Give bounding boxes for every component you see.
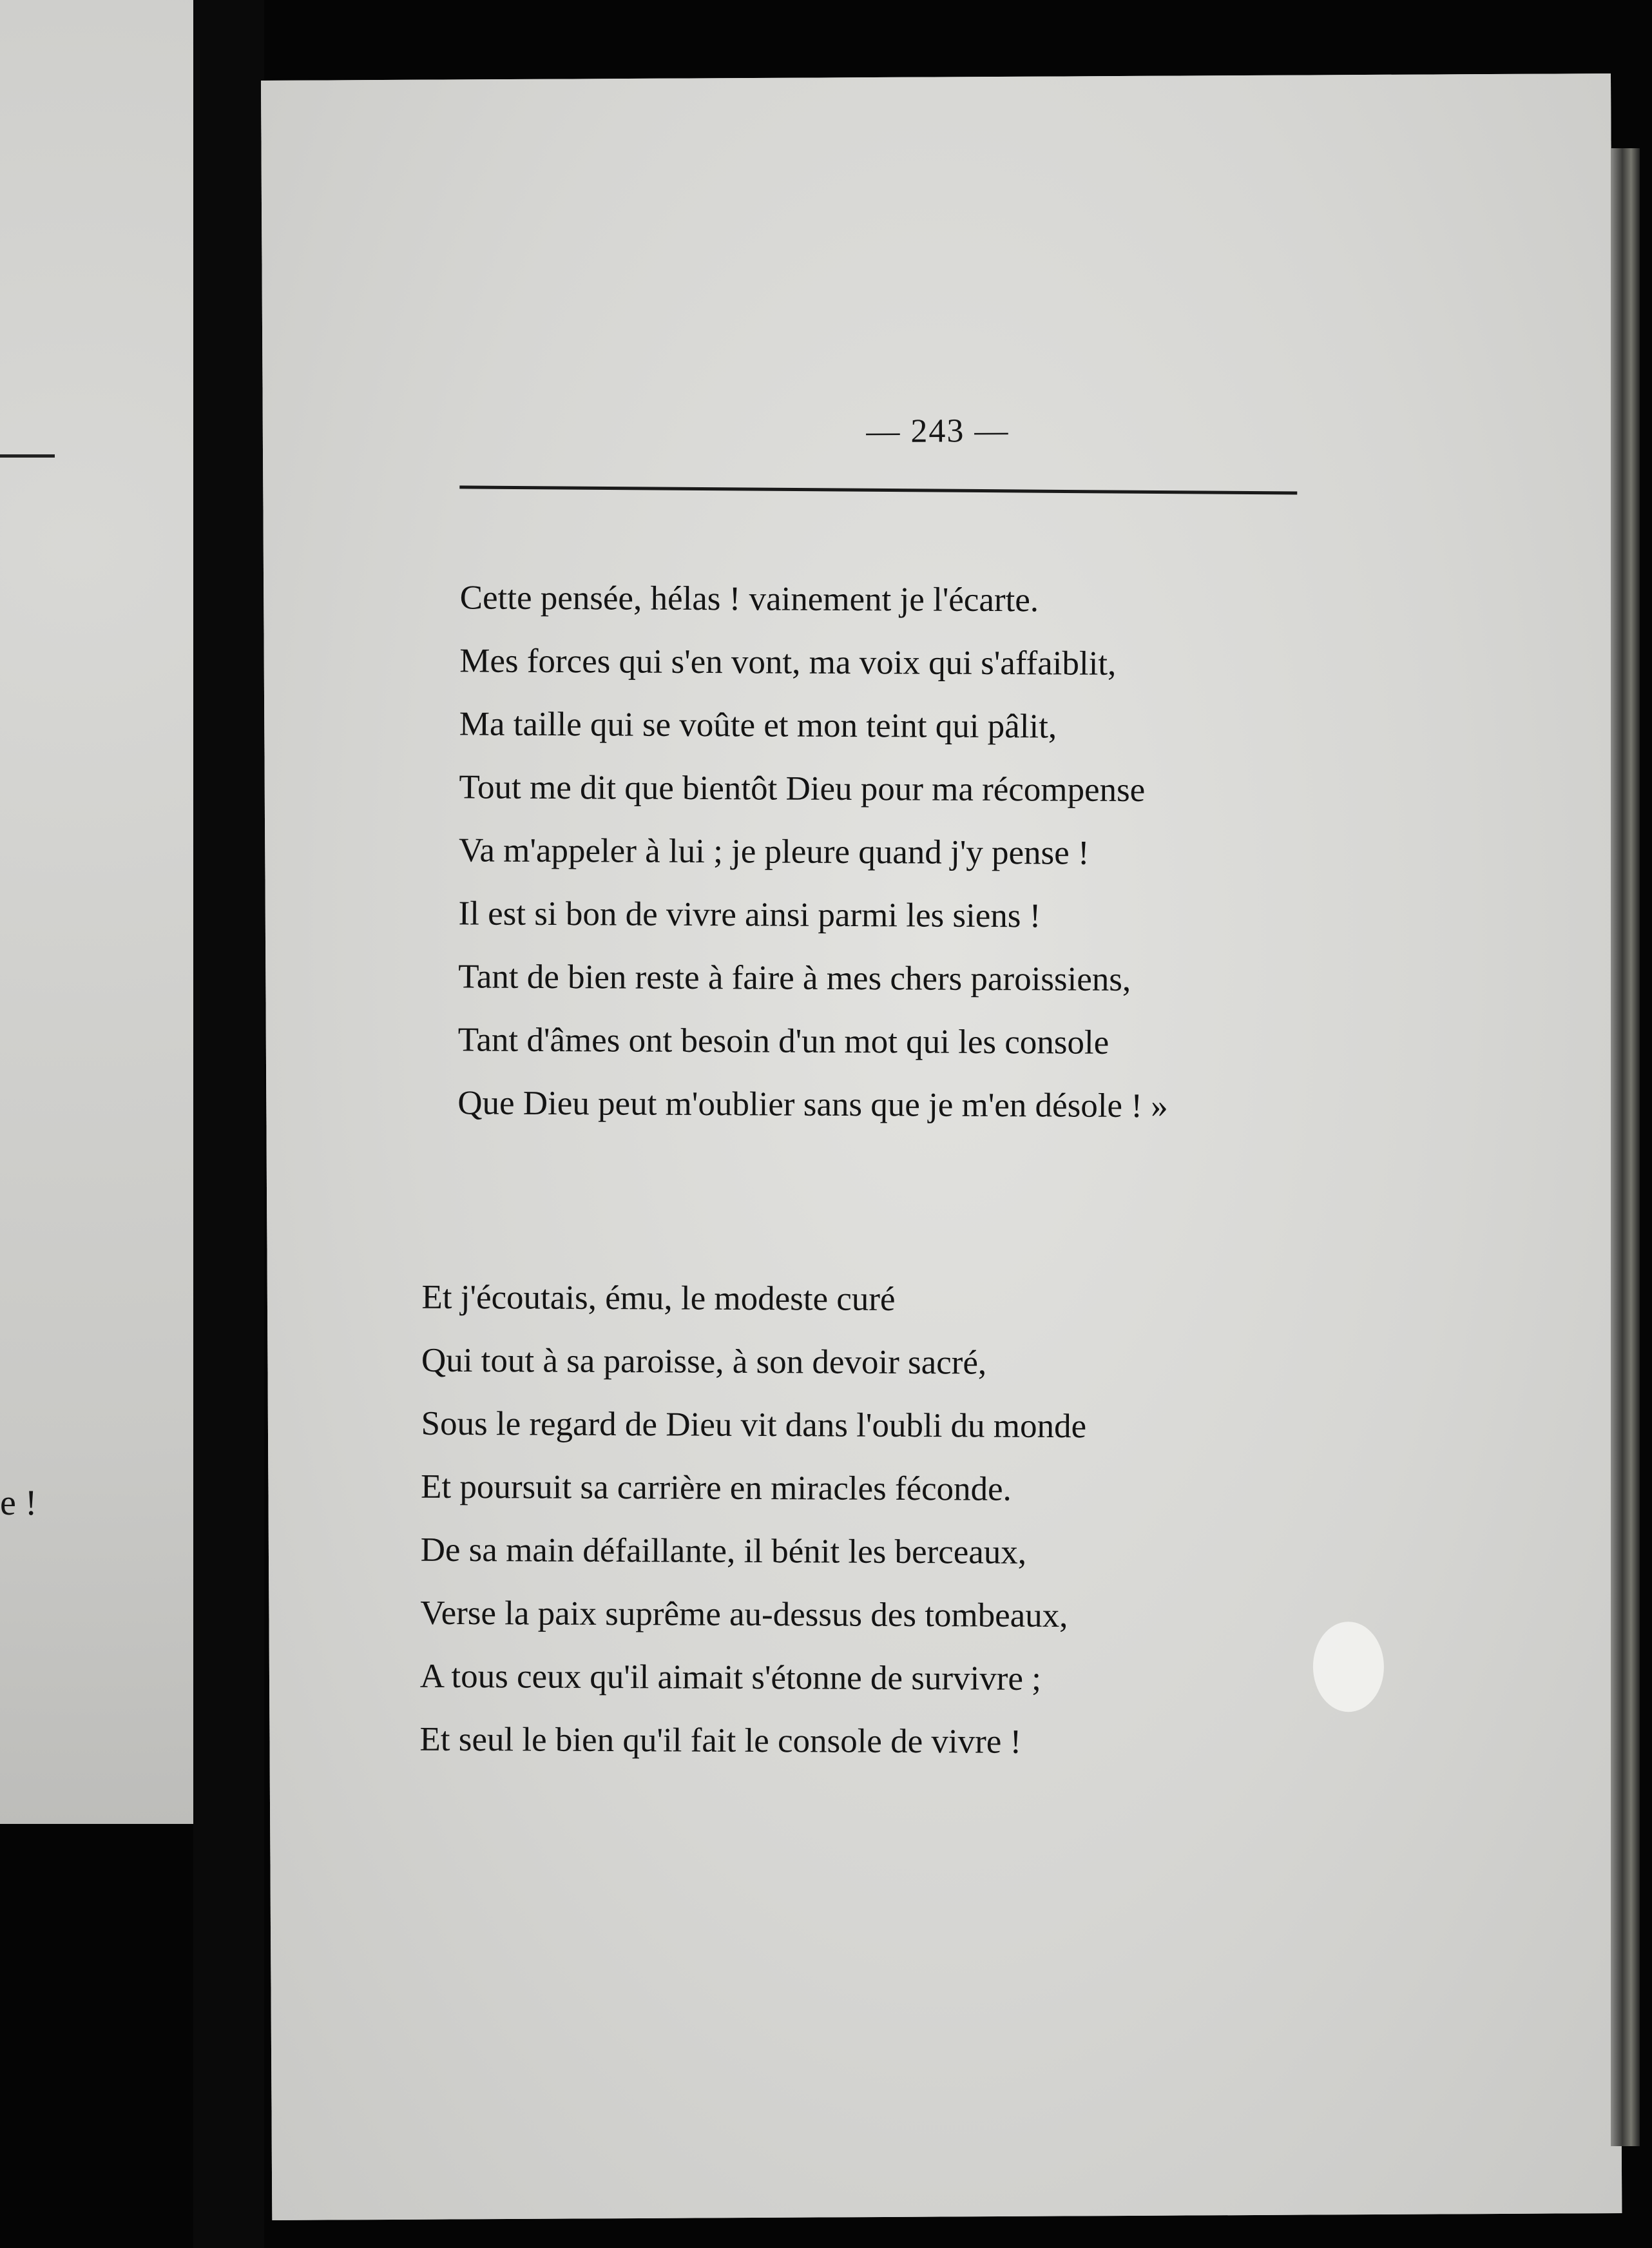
verse-line: Que Dieu peut m'oublier sans que je m'en désole ! » — [457, 1084, 1168, 1125]
page-number: — 243 — — [866, 412, 1010, 451]
verse-line: Et seul le bien qu'il fait le console de vivre ! — [419, 1720, 1022, 1761]
verse-line: De sa main défaillante, il bénit les berceaux, — [420, 1531, 1027, 1571]
verse-line: Cette pensée, hélas ! vainement je l'écarte. — [459, 579, 1039, 619]
verse-line: Mes forces qui s'en vont, ma voix qui s'affaiblit, — [459, 642, 1117, 683]
verse-line: Verse la paix suprême au-dessus des tombeaux, — [420, 1594, 1068, 1635]
verse-line: Et j'écoutais, ému, le modeste curé — [421, 1278, 896, 1318]
stanza-1 — [457, 566, 1170, 1138]
right-page — [261, 73, 1622, 2220]
left-page — [0, 0, 193, 1824]
paper-blemish — [1313, 1622, 1385, 1712]
stanza-2 — [419, 1266, 1087, 1774]
verse-line: Ma taille qui se voûte et mon teint qui pâlit, — [459, 705, 1057, 746]
verse-line: Et poursuit sa carrière en miracles féconde. — [421, 1468, 1012, 1508]
verse-line: Tout me dit que bientôt Dieu pour ma récompense — [459, 768, 1146, 809]
verse-line: Il est si bon de vivre ainsi parmi les siens ! — [458, 895, 1041, 935]
verse-line: Tant de bien reste à faire à mes chers paroissiens, — [458, 958, 1131, 998]
book-gutter — [193, 0, 264, 2248]
verse-line: A tous ceux qu'il aimait s'étonne de survivre ; — [419, 1657, 1042, 1698]
left-page-text-fragment: e ! — [0, 1483, 37, 1523]
page-edge — [1611, 148, 1640, 2146]
verse-line: Qui tout à sa paroisse, à son devoir sacré, — [421, 1341, 987, 1382]
verse-line: Sous le regard de Dieu vit dans l'oubli du monde — [421, 1404, 1087, 1446]
left-page-rule — [0, 454, 55, 458]
verse-line: Va m'appeler à lui ; je pleure quand j'y pense ! — [458, 831, 1090, 872]
header-rule — [459, 485, 1297, 494]
verse-line: Tant d'âmes ont besoin d'un mot qui les console — [457, 1021, 1109, 1061]
